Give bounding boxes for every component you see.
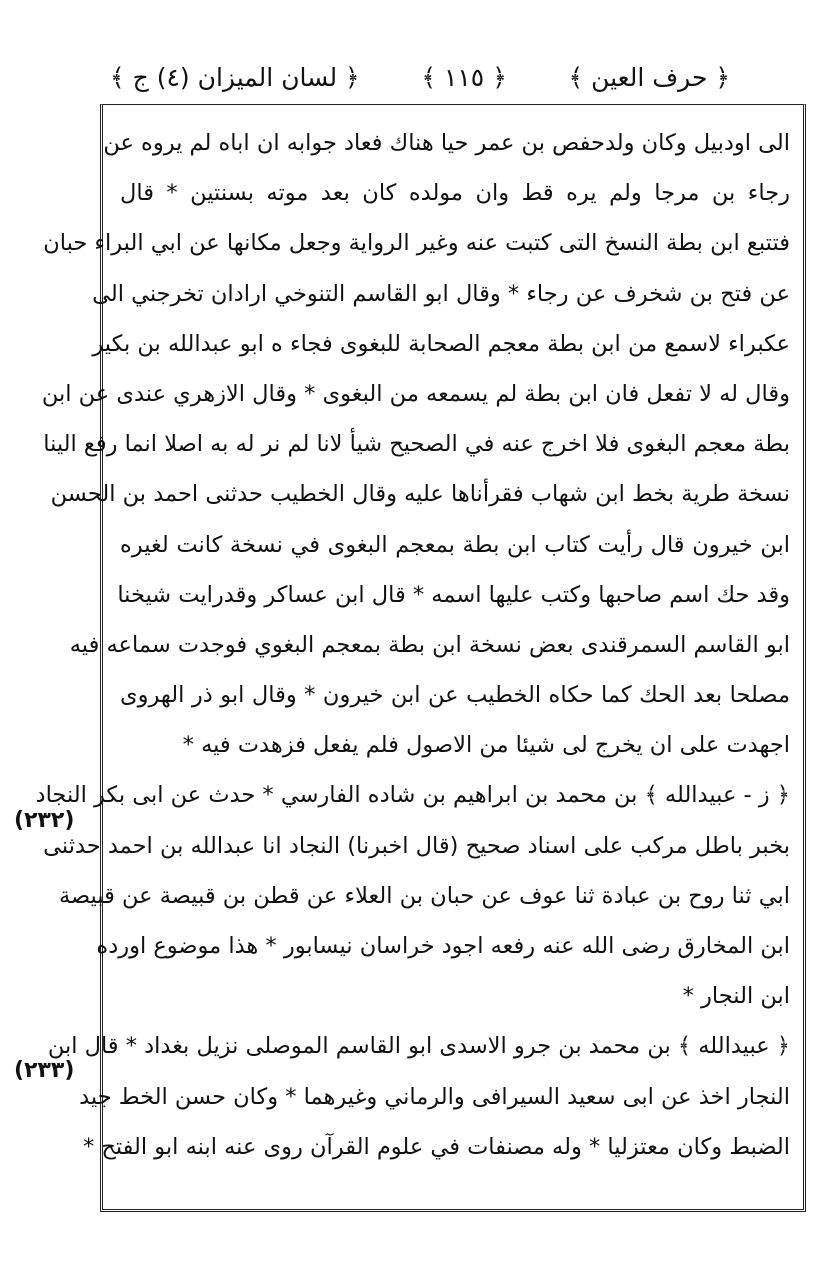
chapter-heading: ﴿ حرف العين ﴾ [568,62,730,92]
text-line: نسخة طرية بخط ابن شهاب فقرأناها عليه وقال الخطيب حدثنى احمد بن الحسن [50,481,790,508]
text-line: عن فتح بن شخرف عن رجاء * وقال ابو القاسم التنوخي ارادان تخرجني الى [92,280,790,307]
entry-heading-line: ﴿ عبيدالله ﴾ بن محمد بن جرو الاسدى ابو القاسم الموصلى نزيل بغداد * قال ابن [47,1033,790,1060]
text-line: بخبر باطل مركب على اسناد صحيح (قال اخبرنا) النجاد انا عبدالله بن احمد حدثنى [43,832,790,859]
page-header [110,52,730,102]
text-line: الى اودبيل وكان ولدحفص بن عمر حيا هناك فعاد جوابه ان اباه لم يروه عن [103,130,790,156]
text-line: ابن المخارق رضى الله عنه رفعه اجود خراسان نيسابور * هذا موضوع اورده [96,933,790,959]
text-line: عكبراء لاسمع من ابن بطة معجم الصحابة للبغوى فجاء ه ابو عبدالله بن بكير [92,330,790,357]
text-line: النجار اخذ عن ابى سعيد السيرافى والرماني وغيرهما * وكان حسن الخط جيد [79,1083,790,1110]
book-title: ﴿ لسان الميزان (٤) ج ﴾ [110,62,360,92]
text-line: ابو القاسم السمرقندى بعض نسخة ابن بطة بمعجم البغوي فوجدت سماعه فيه [69,631,790,658]
text-line: ابي ثنا روح بن عبادة ثنا عوف عن حبان بن العلاء عن قطن بن قبيصة عن قبيصة [58,882,790,909]
text-line: رجاء بن مرجا ولم يره قط وان مولده كان بعد موته بسنتين * قال [120,180,790,207]
entry-number-232: (٢٣٢) [14,808,75,833]
text-line: اجهدت على ان يخرج لى شيئا من الاصول فلم يفعل فزهدت فيه * [182,732,790,759]
text-line: ابن خيرون قال رأيت كتاب ابن بطة بمعجم البغوى في نسخة كانت لغيره [120,531,790,558]
text-line: مصلحا بعد الحك كما حكاه الخطيب عن ابن خيرون * وقال ابو ذر الهروى [120,682,790,709]
text-line: الضبط وكان معتزليا * وله مصنفات في علوم القرآن روى عنه ابنه ابو الفتح * [82,1133,790,1160]
text-line: وقال له لا تفعل فان ابن بطة لم يسمعه من البغوى * وقال الازهري عندى عن ابن [41,380,790,407]
page-number: ﴿ ١١٥ ﴾ [421,62,507,92]
text-line: فتتبع ابن بطة النسخ التى كتبت عنه وغير الرواية وجعل مكانها عن ابي البراء حبان [43,230,790,257]
text-line: بطة معجم البغوى فلا اخرج عنه في الصحيح شيأ لانا لم نر له به اصلا انما رفع الينا [43,431,790,458]
entry-heading-line: ﴿ ز - عبيدالله ﴾ بن محمد بن ابراهيم بن شاده الفارسي * حدث عن ابى بكر النجاد [35,782,790,809]
text-line: وقد حك اسم صاحبها وكتب عليها اسمه * قال ابن عساكر وقدرايت شيخنا [117,581,790,608]
text-line: ابن النجار * [682,983,790,1010]
entry-number-233: (٢٣٣) [14,1058,75,1083]
